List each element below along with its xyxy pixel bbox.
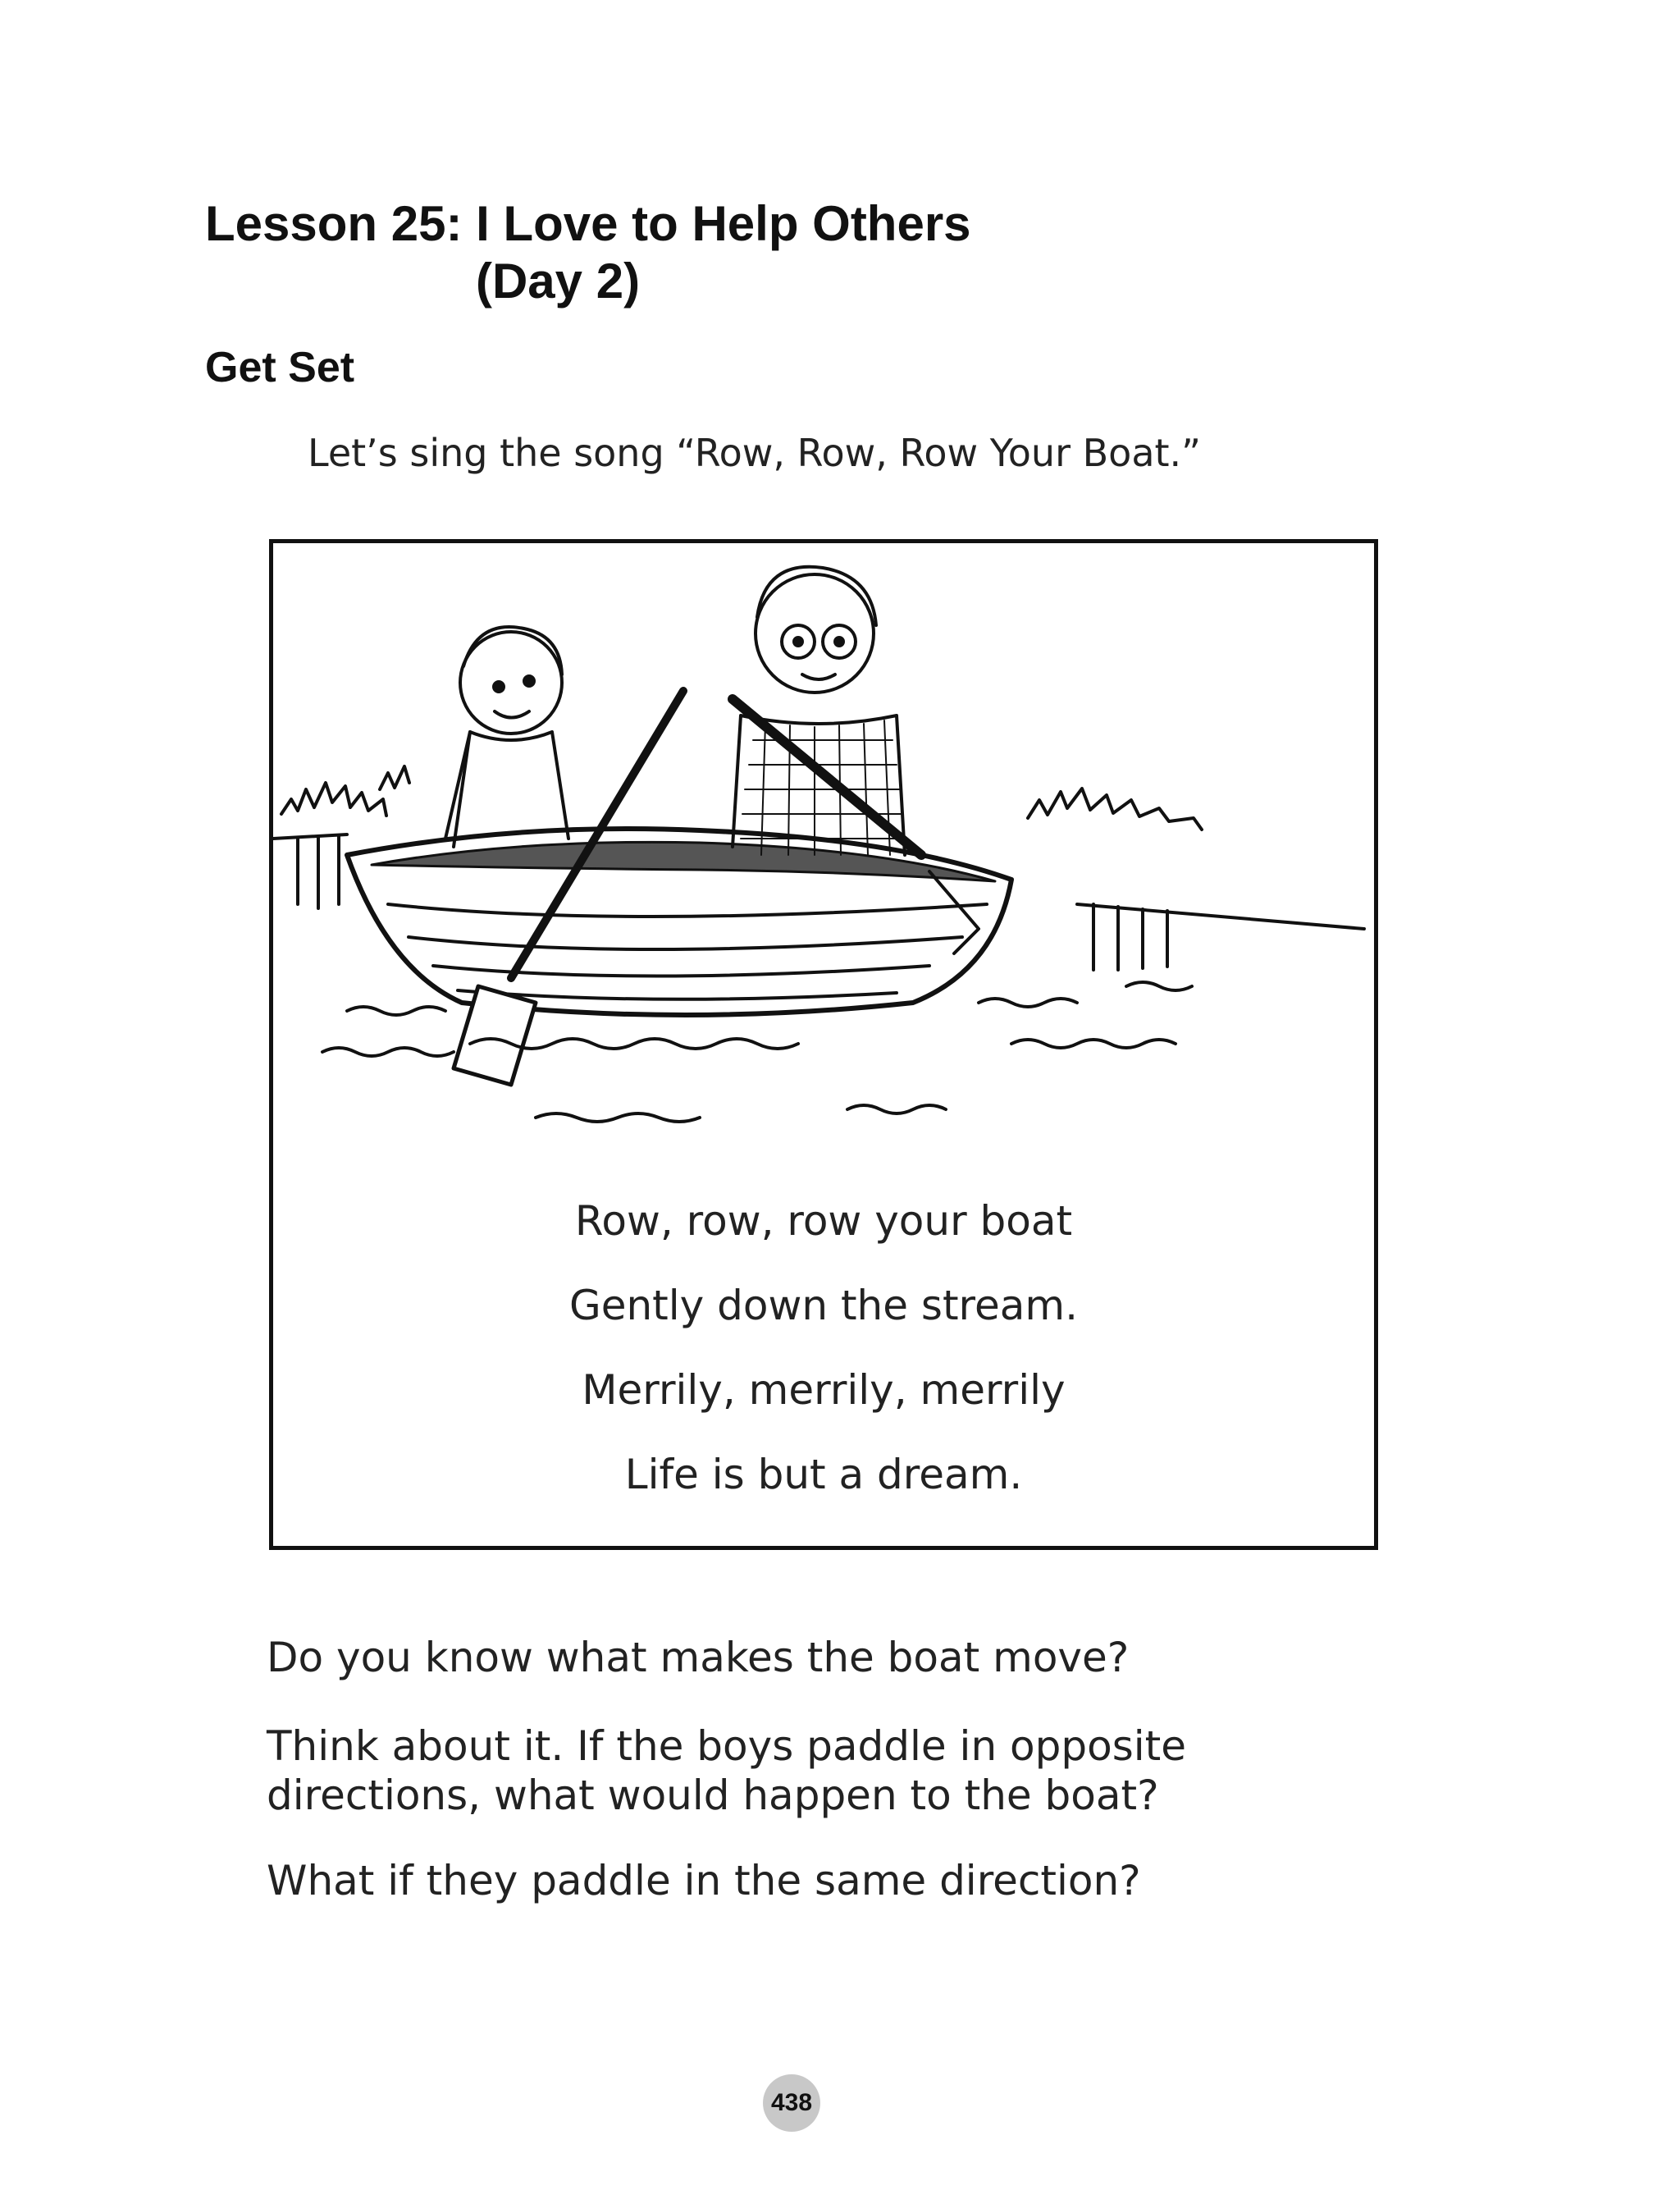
page-number: 438 (763, 2074, 820, 2132)
song-line-3: Merrily, merrily, merrily (582, 1366, 1066, 1414)
question-2 (267, 1721, 1415, 1820)
boat-illustration (273, 543, 1374, 1167)
lesson-title-line-2: (Day 2) (476, 254, 641, 309)
song-line-4: Life is but a dream. (624, 1451, 1023, 1498)
lesson-title-line-1: Lesson 25: I Love to Help Others (205, 196, 971, 251)
question-1: Do you know what makes the boat move? (267, 1634, 1130, 1681)
question-3: What if they paddle in the same direction? (267, 1857, 1141, 1904)
question-2-line-1: Think about it. If the boys paddle in opposite (267, 1722, 1186, 1770)
song-line-2: Gently down the stream. (568, 1282, 1079, 1329)
song-box (269, 539, 1378, 1550)
lesson-title (205, 195, 971, 310)
intro-text: Let’s sing the song “Row, Row, Row Your Boat.” (308, 431, 1201, 475)
song-lyrics (273, 1179, 1374, 1517)
section-heading: Get Set (205, 344, 355, 391)
question-2-line-2: directions, what would happen to the boat? (267, 1772, 1159, 1819)
song-line-1: Row, row, row your boat (574, 1197, 1073, 1245)
